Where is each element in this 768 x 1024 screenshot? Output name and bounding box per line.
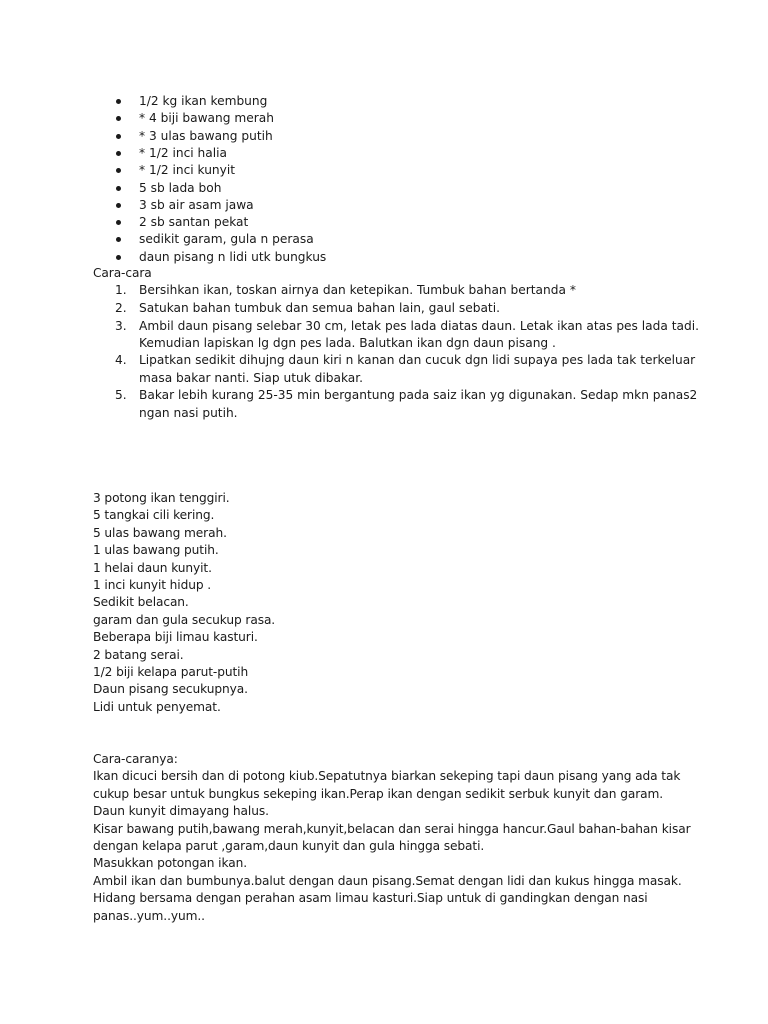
list-item: 3 potong ikan tenggiri. [93, 491, 230, 505]
step-text: ngan nasi putih. [139, 406, 238, 420]
step-text: Satukan bahan tumbuk dan semua bahan lain, gaul sebati. [139, 301, 500, 315]
ingredient-text: 1/2 kg ikan kembung [139, 94, 268, 108]
ingredient-text: * 4 biji bawang merah [139, 111, 274, 126]
paragraph-line: cukup besar untuk bungkus sekeping ikan.Perap ikan dengan sedikit serbuk kunyit dan garam. [93, 786, 664, 801]
list-item: garam dan gula secukup rasa. [93, 612, 276, 627]
step-text: masa bakar nanti. Siap utuk dibakar. [139, 371, 364, 385]
list-item: 1 helai daun kunyit. [93, 560, 212, 575]
bullet-icon [116, 116, 121, 121]
step-text: Kemudian lapiskan lg dgn pes lada. Balutkan ikan dgn daun pisang . [139, 336, 556, 350]
bullet-icon [116, 99, 121, 104]
bullet-icon [116, 237, 121, 242]
step-number: 2. [115, 301, 127, 315]
ingredient-text: * 3 ulas bawang putih [139, 128, 273, 143]
bullet-icon [116, 186, 121, 191]
paragraph-line: dengan kelapa parut ,garam,daun kunyit dan gula hingga sebati. [93, 839, 485, 853]
paragraph-line: Ikan dicuci bersih dan di potong kiub.Sepatutnya biarkan sekeping tapi daun pisang yang ada tak [93, 769, 681, 784]
bullet-icon [116, 220, 121, 225]
bullet-icon [116, 134, 121, 139]
list-item: Sedikit belacan. [93, 595, 189, 610]
ingredient-text: * 1/2 inci halia [139, 145, 227, 160]
paragraph-line: Daun kunyit dimayang halus. [93, 804, 269, 819]
bullet-icon [116, 151, 121, 156]
method-heading: Cara-cara [93, 266, 152, 280]
step-number: 3. [115, 319, 127, 333]
bullet-icon [116, 168, 121, 173]
list-item: 1/2 biji kelapa parut-putih [93, 665, 249, 679]
step-text: Ambil daun pisang selebar 30 cm, letak pes lada diatas daun. Letak ikan atas pes lada tadi. [139, 319, 699, 333]
ingredient-text: sedikit garam, gula n perasa [139, 232, 314, 247]
bullet-icon [116, 203, 121, 208]
step-text: Bakar lebih kurang 25-35 min bergantung pada saiz ikan yg digunakan. Sedap mkn panas2 [139, 388, 698, 402]
list-item: 2 batang serai. [93, 647, 184, 662]
paragraph-line: Kisar bawang putih,bawang merah,kunyit,belacan dan serai hingga hancur.Gaul bahan-bahan kisar [93, 821, 691, 836]
paragraph-line: Ambil ikan dan bumbunya.balut dengan daun pisang.Semat dengan lidi dan kukus hingga masak. [93, 873, 682, 888]
list-item: 1 inci kunyit hidup . [93, 578, 212, 592]
paragraph-line: Masukkan potongan ikan. [93, 856, 247, 871]
ingredient-text: 2 sb santan pekat [139, 215, 249, 230]
list-item: 5 ulas bawang merah. [93, 525, 227, 540]
ingredient-text: daun pisang n lidi utk bungkus [139, 249, 327, 264]
step-text: Bersihkan ikan, toskan airnya dan ketepikan. Tumbuk bahan bertanda * [139, 283, 576, 297]
list-item: Beberapa biji limau kasturi. [93, 630, 258, 645]
step-number: 1. [115, 283, 127, 297]
list-item: 5 tangkai cili kering. [93, 508, 215, 523]
ingredient-text: 5 sb lada boh [139, 180, 222, 195]
list-item: 1 ulas bawang putih. [93, 543, 219, 558]
step-number: 5. [115, 388, 127, 402]
paragraph-line: Hidang bersama dengan perahan asam limau kasturi.Siap untuk di gandingkan dengan nasi [93, 891, 648, 906]
ingredient-text: 3 sb air asam jawa [139, 197, 254, 212]
method-heading: Cara-caranya: [93, 752, 178, 766]
ingredient-text: * 1/2 inci kunyit [139, 163, 236, 178]
paragraph-line: panas..yum..yum.. [93, 908, 205, 923]
list-item: Lidi untuk penyemat. [93, 699, 221, 714]
bullet-icon [116, 255, 121, 260]
list-item: Daun pisang secukupnya. [93, 682, 248, 697]
step-text: Lipatkan sedikit dihujng daun kiri n kanan dan cucuk dgn lidi supaya pes lada tak terkeluar [139, 353, 696, 367]
step-number: 4. [115, 353, 127, 367]
